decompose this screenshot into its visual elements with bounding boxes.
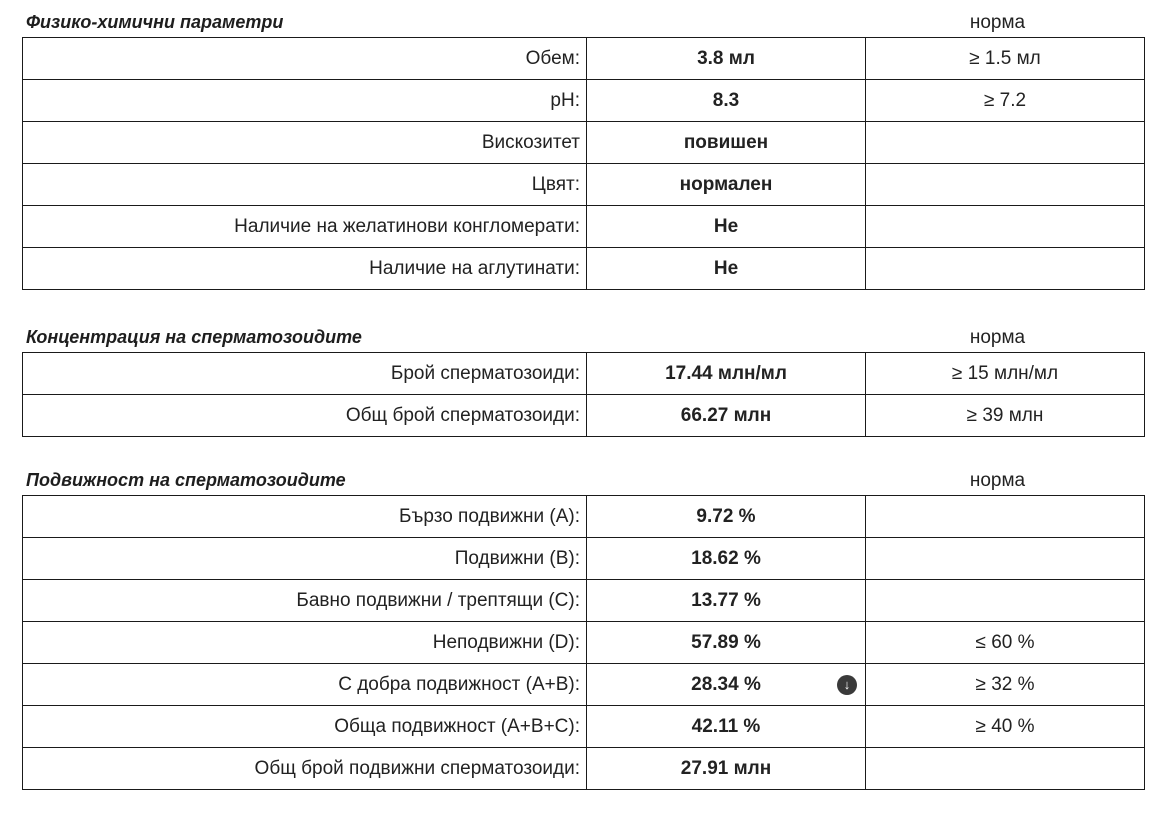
row-norm: ≤ 60 % [866,622,1145,664]
row-label: Цвят: [23,164,587,206]
section-header [0,319,1151,347]
arrow-down-circle-icon: ↓ [837,675,857,695]
row-value: 8.3 [587,80,866,122]
row-label: Общ брой сперматозоиди: [23,395,587,437]
table-row [23,248,1145,290]
table-row [23,580,1145,622]
row-value: 9.72 % [587,496,866,538]
row-label: Обем: [23,38,587,80]
norm-header: норма [969,327,1026,348]
row-value: Не [587,248,866,290]
row-label: Обща подвижност (A+B+C): [23,706,587,748]
table-row [23,80,1145,122]
row-norm: ≥ 15 млн/мл [866,353,1145,395]
row-norm: ≥ 39 млн [866,395,1145,437]
row-label: Брой сперматозоиди: [23,353,587,395]
table-row [23,664,1145,706]
row-label: Общ брой подвижни сперматозоиди: [23,748,587,790]
row-value: 17.44 млн/мл [587,353,866,395]
table-row [23,748,1145,790]
row-norm: ≥ 32 % [866,664,1145,706]
row-label: Вискозитет [23,122,587,164]
table-row [23,622,1145,664]
section-physicochemical [0,4,1151,279]
row-label: Подвижни (B): [23,538,587,580]
row-norm: ≥ 1.5 мл [866,38,1145,80]
section-header [0,462,1151,490]
row-norm: ≥ 40 % [866,706,1145,748]
row-norm [866,122,1145,164]
row-value: 3.8 мл [587,38,866,80]
table-row [23,122,1145,164]
concentration-table [22,352,1145,437]
row-label: С добра подвижност (A+B): [23,664,587,706]
row-value: Не [587,206,866,248]
table-row [23,164,1145,206]
table-row [23,38,1145,80]
section-title: Подвижност на сперматозоидите [26,470,346,490]
table-row [23,206,1145,248]
row-norm [866,164,1145,206]
row-norm [866,248,1145,290]
table-row [23,496,1145,538]
section-header [0,4,1151,32]
row-label: Неподвижни (D): [23,622,587,664]
row-label: Бавно подвижни / трептящи (C): [23,580,587,622]
row-label: Наличие на желатинови конгломерати: [23,206,587,248]
section-concentration [0,319,1151,426]
row-value: нормален [587,164,866,206]
row-norm [866,580,1145,622]
row-value: 13.77 % [587,580,866,622]
table-row [23,353,1145,395]
table-row [23,538,1145,580]
row-norm [866,538,1145,580]
row-label: Наличие на аглутинати: [23,248,587,290]
row-value: 42.11 % [587,706,866,748]
norm-header: норма [969,470,1026,491]
row-value: 57.89 % [587,622,866,664]
row-label: pH: [23,80,587,122]
row-label: Бързо подвижни (A): [23,496,587,538]
row-value: повишен [587,122,866,164]
section-title: Физико-химични параметри [26,12,284,32]
row-norm [866,748,1145,790]
row-norm: ≥ 7.2 [866,80,1145,122]
row-norm [866,496,1145,538]
row-value: 66.27 млн [587,395,866,437]
physicochemical-table [22,37,1145,290]
row-value: 18.62 % [587,538,866,580]
section-motility [0,462,1151,779]
table-row [23,706,1145,748]
norm-header: норма [969,12,1026,33]
row-value-cell [587,664,866,706]
table-row [23,395,1145,437]
motility-table [22,495,1145,790]
row-norm [866,206,1145,248]
section-title: Концентрация на сперматозоидите [26,327,362,347]
row-value: 28.34 % [691,673,761,695]
row-value: 27.91 млн [587,748,866,790]
